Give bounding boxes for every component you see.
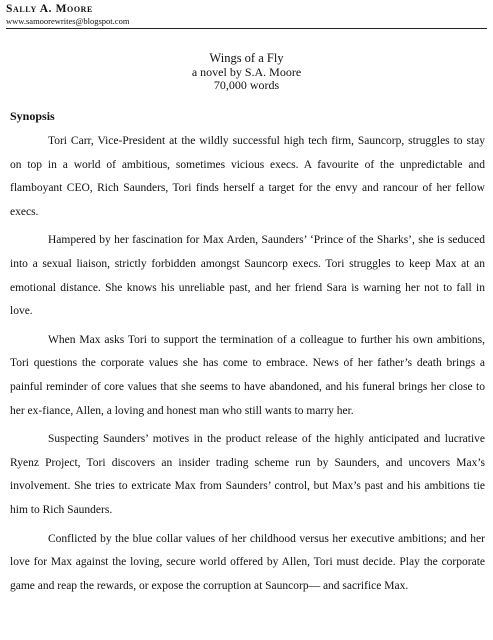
synopsis-paragraph: Hampered by her fascination for Max Arden, Saunders’ ‘Prince of the Sharks’, she is seduced into a sexual liaison, strictly forbidden amongst Sauncorp execs. Tori struggles to keep Max at an emotional distance. She knows his unreliable past, and her friend Sara is warning her not to fall in love.: [10, 234, 485, 318]
book-title: Wings of a Fly: [209, 51, 284, 65]
header-divider: [6, 28, 487, 29]
synopsis-paragraph: When Max asks Tori to support the termination of a colleague to further his own ambitions, Tori questions the corporate values she has come to embrace. News of her father’s death brings a painful reminder of core values that she seems to have abandoned, and his funeral brings her close to her ex-fiance, Allen, a loving and honest man who still wants to marry her.: [10, 333, 485, 417]
synopsis-body: [10, 130, 485, 603]
synopsis-heading: Synopsis: [10, 109, 55, 123]
word-count: 70,000 words: [213, 78, 280, 92]
synopsis-paragraph: Tori Carr, Vice-President at the wildly successful high tech firm, Sauncorp, struggles to stay on top in a world of ambitious, sometimes vicious execs. A favourite of the unpredictable and flamboyant CEO, Rich Saunders, Tori finds herself a target for the envy and rancour of her fellow execs.: [10, 135, 485, 218]
title-block: [0, 52, 493, 93]
author-website: www.samoorewrites@blogspot.com: [6, 16, 130, 26]
author-name: Sally A. Moore: [6, 3, 93, 15]
synopsis-paragraph: Conflicted by the blue collar values of her childhood versus her executive ambitions; and her love for Max against the loving, secure world offered by Allen, Tori must decide. Play the corporate game and reap the rewards, or expose the corruption at Sauncorp— and sacrifice Max.: [10, 532, 485, 592]
synopsis-paragraph: Suspecting Saunders’ motives in the product release of the highly anticipated and lucrative Ryenz Project, Tori discovers an insider trading scheme run by Saunders, and uncovers Max’s involvement. She tries to extricate Max from Saunders’ control, but Max’s past and his ambitions tie him to Rich Saunders.: [10, 433, 485, 516]
page-header: [6, 3, 488, 26]
byline: a novel by S.A. Moore: [191, 64, 302, 79]
